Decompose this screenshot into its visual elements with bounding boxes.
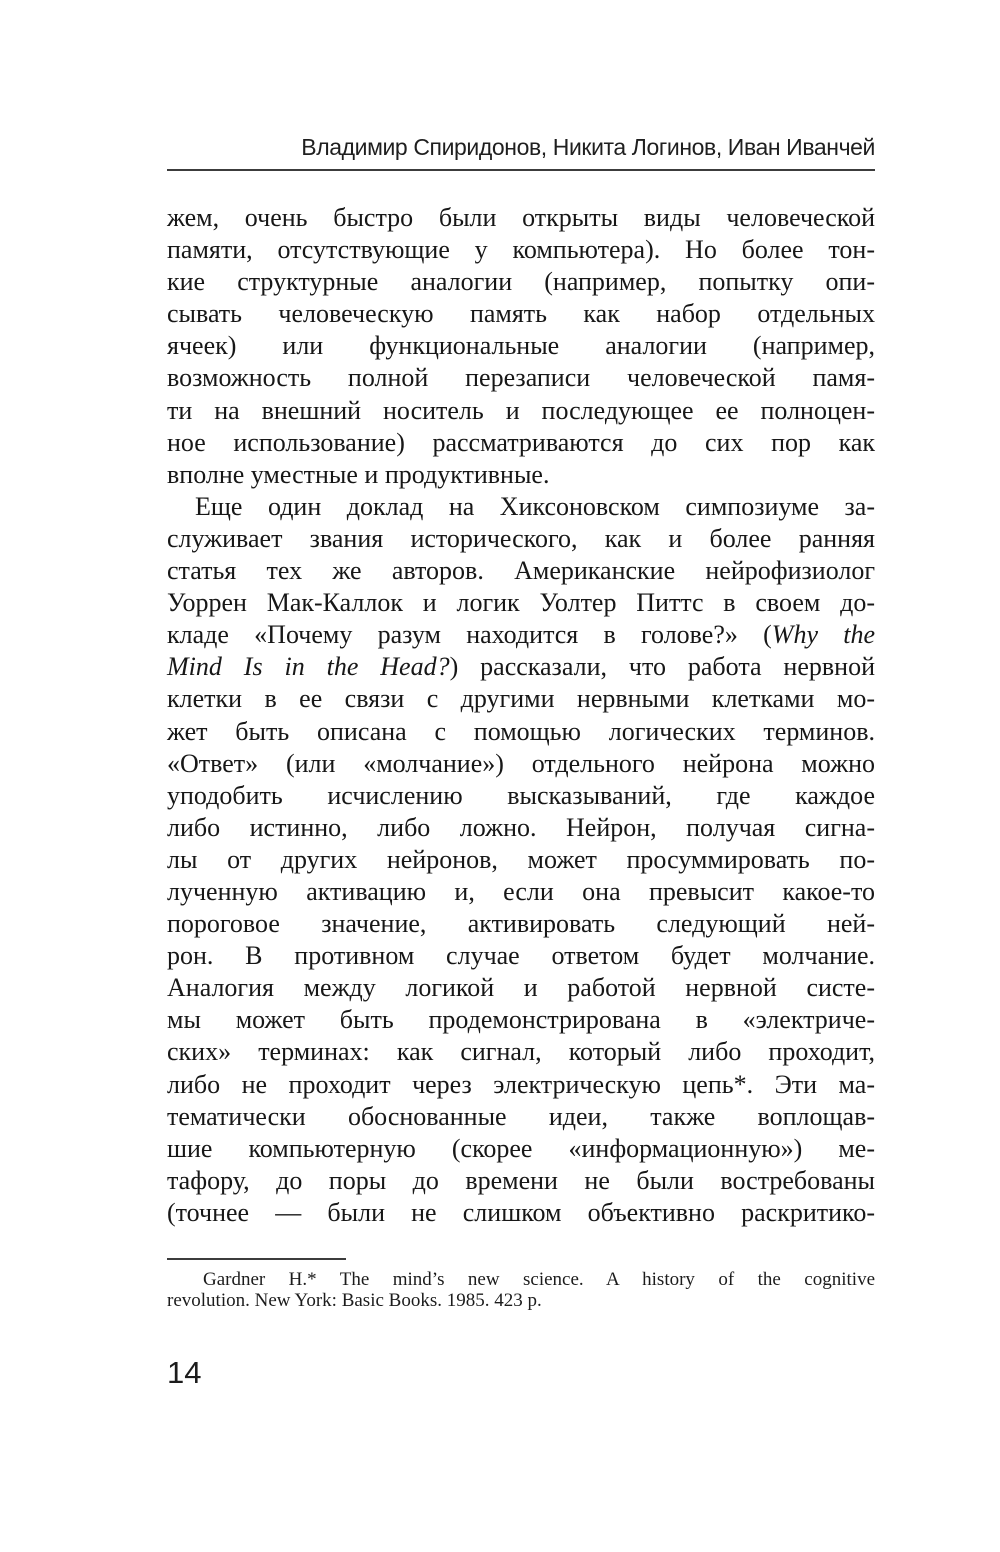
text-line: мы может быть продемонстрирована в «электриче- — [167, 1005, 875, 1035]
paragraph — [167, 491, 875, 1229]
text-line: жем, очень быстро были открыты виды человеческой — [167, 203, 875, 232]
text-line: Gardner H.* The mind’s new science. A history of the cognitive — [203, 1269, 875, 1290]
text-line: Аналогия между логикой и работой нервной систе- — [167, 973, 875, 1003]
text-line: тематически обоснованные идеи, также воплощав- — [167, 1101, 875, 1131]
header-rule — [167, 169, 875, 171]
text-line: ное использование) рассматриваются до сих пор как — [167, 427, 875, 457]
text-line: возможность полной перезаписи человеческой памя- — [167, 363, 875, 393]
text-line: либо не проходит через электрическую цепь*. Эти ма- — [167, 1069, 875, 1099]
text-line: лученную активацию и, если она превысит какое-то — [167, 876, 875, 906]
text-line: лы от других нейронов, может просуммировать по- — [167, 844, 875, 874]
text-line: шие компьютерную (скорее «информационную») ме- — [167, 1133, 875, 1163]
text-line: рон. В противном случае ответом будет молчание. — [167, 941, 875, 971]
text-line: Еще один доклад на Хиксоновском симпозиуме за- — [195, 491, 875, 521]
text-line: статья тех же авторов. Американские нейрофизиолог — [167, 556, 875, 586]
paragraph — [167, 202, 875, 491]
body-text — [167, 202, 875, 1229]
footnote-separator — [167, 1258, 346, 1260]
text-line: кие структурные аналогии (например, попытку опи- — [167, 267, 875, 297]
running-header-authors: Владимир Спиридонов, Никита Логинов, Иван Иванчей — [301, 134, 875, 160]
text-line: ских» терминах: как сигнал, который либо проходит, — [167, 1037, 875, 1067]
text-line: ячеек) или функциональные аналогии (например, — [167, 331, 875, 361]
text-line: жет быть описана с помощью логических терминов. — [167, 716, 875, 746]
text-line: пороговое значение, активировать следующий ней- — [167, 909, 875, 939]
text-line: памяти, отсутствующие у компьютера). Но более тон- — [167, 235, 875, 265]
text-line: клетки в ее связи с другими нервными клетками мо- — [167, 684, 875, 714]
text-line: сывать человеческую память как набор отдельных — [167, 299, 875, 329]
footnote — [167, 1270, 875, 1311]
page-number: 14 — [167, 1355, 202, 1390]
text-line: служивает звания исторического, как и более ранняя — [167, 523, 875, 553]
text-line: вполне уместные и продуктивные. — [167, 459, 550, 489]
text-line: (точнее — были не слишком объективно раскритико- — [167, 1197, 875, 1227]
text-line: Mind Is in the Head?) рассказали, что работа нервной — [167, 652, 875, 682]
paragraph — [167, 1270, 875, 1311]
text-line: «Ответ» (или «молчание») отдельного нейрона можно — [167, 748, 875, 778]
text-line: revolution. New York: Basic Books. 1985. 423 p. — [167, 1289, 542, 1311]
text-line: либо истинно, либо ложно. Нейрон, получая сигна- — [167, 812, 875, 842]
text-line: кладе «Почему разум находится в голове?» (Why the — [167, 620, 875, 650]
text-line: Уоррен Мак-Каллок и логик Уолтер Питтс в своем до- — [167, 588, 875, 618]
text-line: тафору, до поры до времени не были востребованы — [167, 1165, 875, 1195]
text-line: уподобить исчислению высказываний, где каждое — [167, 780, 875, 810]
text-line: ти на внешний носитель и последующее ее полноцен- — [167, 395, 875, 425]
